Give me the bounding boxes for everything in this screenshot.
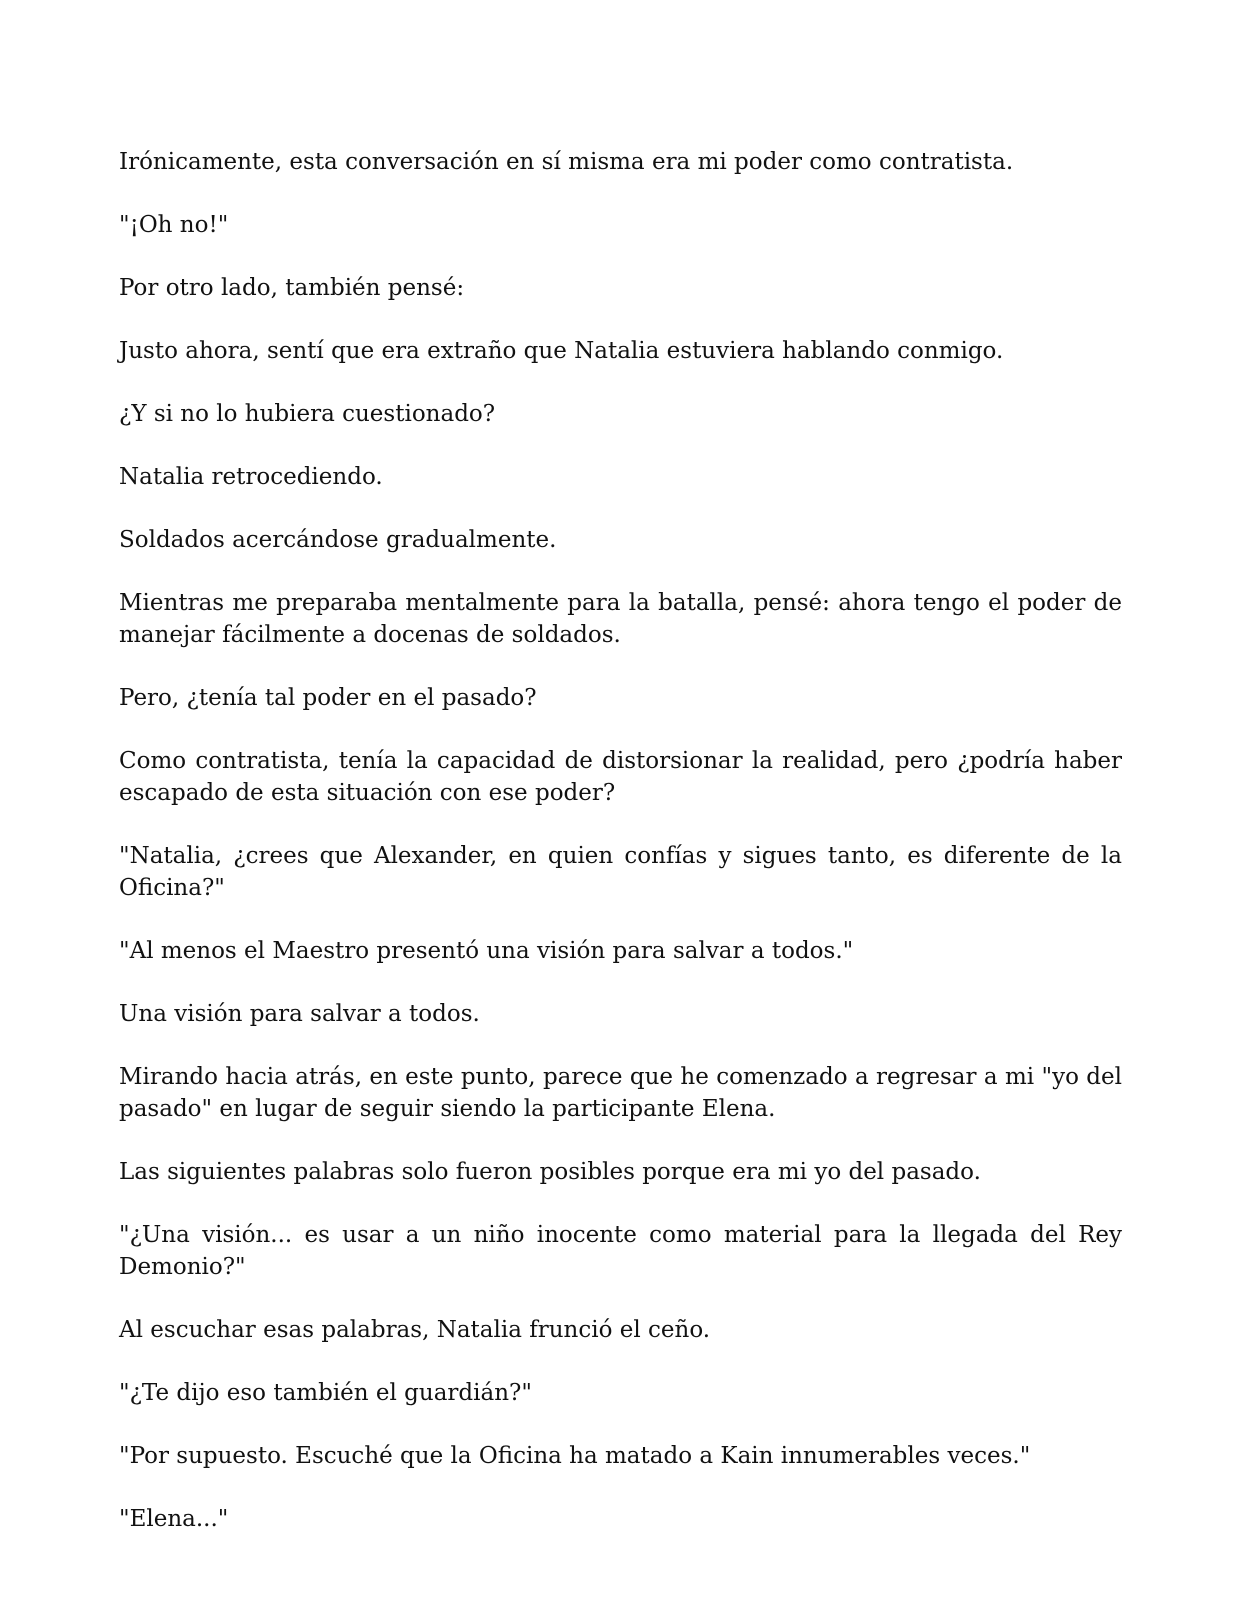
paragraph: Justo ahora, sentí que era extraño que Natalia estuviera hablando conmigo. xyxy=(119,338,1004,364)
paragraph: "Natalia, ¿crees que Alexander, en quien confías y sigues tanto, es diferente de la Oficina?" xyxy=(119,843,1122,901)
document-body xyxy=(119,146,1122,1566)
paragraph: Mirando hacia atrás, en este punto, parece que he comenzado a regresar a mi "yo del pasado" en lugar de seguir siendo la participante Elena. xyxy=(119,1064,1122,1122)
paragraph: Pero, ¿tenía tal poder en el pasado? xyxy=(119,685,537,711)
paragraph: "Al menos el Maestro presentó una visión para salvar a todos." xyxy=(119,938,854,964)
paragraph: Por otro lado, también pensé: xyxy=(119,275,465,301)
paragraph: "¿Te dijo eso también el guardián?" xyxy=(119,1380,532,1406)
paragraph: "Por supuesto. Escuché que la Oficina ha matado a Kain innumerables veces." xyxy=(119,1443,1031,1469)
paragraph: Mientras me preparaba mentalmente para la batalla, pensé: ahora tengo el poder de manejar fácilmente a docenas de soldados. xyxy=(119,590,1122,648)
paragraph: "¿Una visión... es usar a un niño inocente como material para la llegada del Rey Demonio?" xyxy=(119,1222,1122,1280)
paragraph: Soldados acercándose gradualmente. xyxy=(119,527,557,553)
paragraph: Como contratista, tenía la capacidad de distorsionar la realidad, pero ¿podría haber escapado de esta situación con ese poder? xyxy=(119,748,1122,806)
paragraph: Las siguientes palabras solo fueron posibles porque era mi yo del pasado. xyxy=(119,1159,981,1185)
paragraph: "Elena..." xyxy=(119,1506,229,1532)
paragraph: "¡Oh no!" xyxy=(119,212,229,238)
paragraph: Una visión para salvar a todos. xyxy=(119,1001,480,1027)
paragraph: Irónicamente, esta conversación en sí misma era mi poder como contratista. xyxy=(119,149,1014,175)
paragraph: ¿Y si no lo hubiera cuestionado? xyxy=(119,401,496,427)
paragraph: Natalia retrocediendo. xyxy=(119,464,383,490)
paragraph: Al escuchar esas palabras, Natalia frunció el ceño. xyxy=(119,1317,711,1343)
